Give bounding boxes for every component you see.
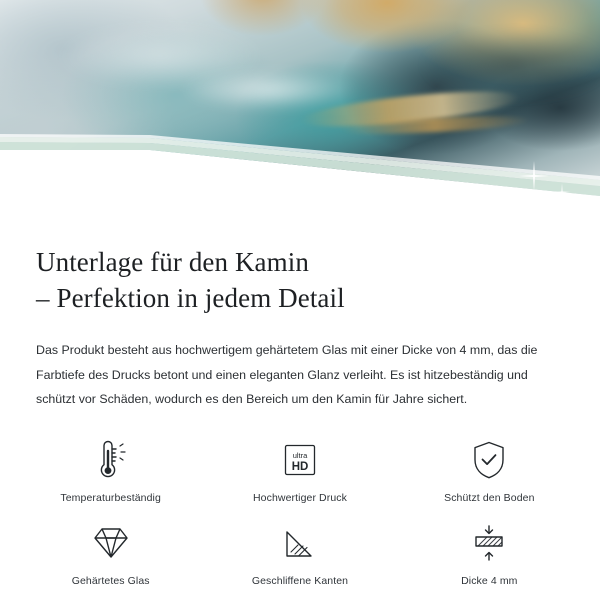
feature-item	[205, 520, 394, 587]
ink-streak-white	[180, 70, 360, 110]
feature-item	[395, 520, 584, 587]
feature-label: Gehärtetes Glas	[71, 574, 150, 587]
ultra-hd-icon	[280, 437, 320, 483]
shield-check-icon	[469, 437, 509, 483]
diamond-icon	[89, 520, 133, 566]
feature-label: Temperaturbeständig	[60, 491, 161, 504]
svg-text:ultra: ultra	[292, 450, 308, 460]
thermometer-icon	[90, 437, 132, 483]
thickness-icon	[469, 520, 509, 566]
feature-item	[16, 437, 205, 504]
feature-item	[205, 437, 394, 504]
feature-item	[395, 437, 584, 504]
page-title-line1: Unterlage für den Kamin	[36, 247, 309, 277]
feature-item	[16, 520, 205, 587]
ink-streak-dark	[420, 30, 600, 100]
page-title-line2: – Perfektion in jedem Detail	[36, 283, 345, 314]
feature-label: Schützt den Boden	[444, 491, 535, 504]
text-content	[0, 218, 600, 411]
description-paragraph: Das Produkt besteht aus hochwertigem gehärtetem Glas mit einer Dicke von 4 mm, das die Farbtiefe des Drucks betont und einen eleganten Glanz verleiht. Es ist hitzebeständig und schützt vor Schäden, wodurch es den Bereich um den Kamin für Jahre sichert.	[36, 343, 538, 406]
feature-label: Hochwertiger Druck	[252, 491, 347, 504]
polished-edges-icon	[280, 520, 320, 566]
feature-grid	[0, 437, 600, 587]
page-title	[36, 244, 564, 316]
feature-label: Geschliffene Kanten	[251, 574, 349, 587]
svg-text:HD: HD	[291, 460, 309, 473]
feature-label: Dicke 4 mm	[461, 574, 518, 587]
hero-image	[0, 0, 600, 218]
